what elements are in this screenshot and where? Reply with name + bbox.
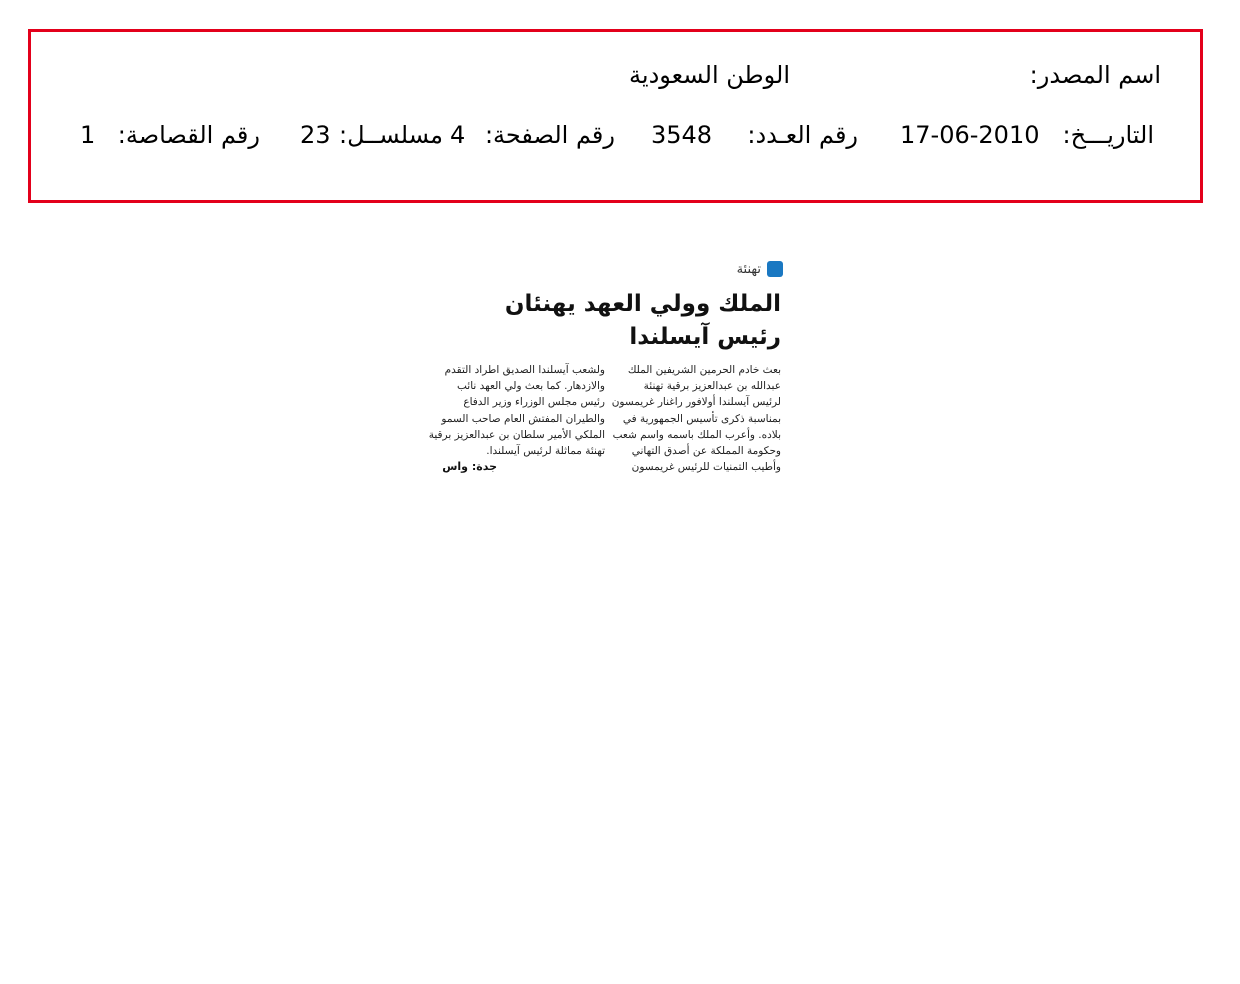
- body-line: بلاده. وأعرب الملك باسمه واسم شعب: [612, 428, 781, 441]
- body-line: وحكومة المملكة عن أصدق التهاني: [631, 445, 781, 458]
- issue-label: رقم العـدد:: [747, 121, 858, 149]
- issue-value: 3548: [651, 121, 713, 149]
- source-label: اسم المصدر:: [1029, 61, 1161, 89]
- body-line: تهنئة مماثلة لرئيس آيسلندا.: [486, 445, 605, 458]
- clip-label: رقم القصاصة:: [117, 121, 260, 149]
- article-byline: جدة: واس: [442, 460, 497, 474]
- article-headline: [441, 288, 781, 354]
- article-clipping: [428, 258, 785, 478]
- clip-value: 1: [80, 121, 96, 149]
- article-tag: [737, 261, 783, 277]
- page-value: 4: [450, 121, 466, 149]
- article-column-right: [612, 362, 781, 475]
- body-line: عبدالله بن عبدالعزيز برقية تهنئة: [643, 380, 781, 393]
- source-value: الوطن السعودية: [629, 61, 790, 89]
- tag-square-icon: [767, 261, 783, 277]
- body-line: الملكي الأمير سلطان بن عبدالعزيز برقية: [428, 428, 605, 441]
- page-label: رقم الصفحة:: [484, 121, 615, 149]
- body-line: بعث خادم الحرمين الشريفين الملك: [627, 364, 781, 376]
- tag-label: تهنئة: [736, 261, 761, 277]
- serial-label: مسلســل:: [339, 121, 443, 149]
- headline-line-1: الملك وولي العهد يهنئان: [504, 291, 781, 317]
- body-line: والطيران المفتش العام صاحب السمو: [441, 412, 605, 425]
- clipping-header-frame: [28, 29, 1203, 203]
- body-line: ولشعب آيسلندا الصديق اطراد التقدم: [444, 364, 605, 376]
- date-label: التاريـــخ:: [1062, 121, 1154, 149]
- body-line: لرئيس آيسلندا أولافور راغنار غريمسون: [611, 396, 781, 409]
- date-value: 17-06-2010: [900, 121, 1040, 149]
- article-column-left: [429, 362, 605, 475]
- serial-value: 23: [300, 121, 331, 149]
- headline-line-2: رئيس آيسلندا: [629, 324, 781, 350]
- body-line: والازدهار. كما بعث ولي العهد نائب: [456, 380, 605, 393]
- body-line: وأطيب التمنيات للرئيس غريمسون: [631, 461, 781, 474]
- body-line: رئيس مجلس الوزراء وزير الدفاع: [463, 396, 605, 409]
- body-line: بمناسبة ذكرى تأسيس الجمهورية في: [622, 412, 781, 425]
